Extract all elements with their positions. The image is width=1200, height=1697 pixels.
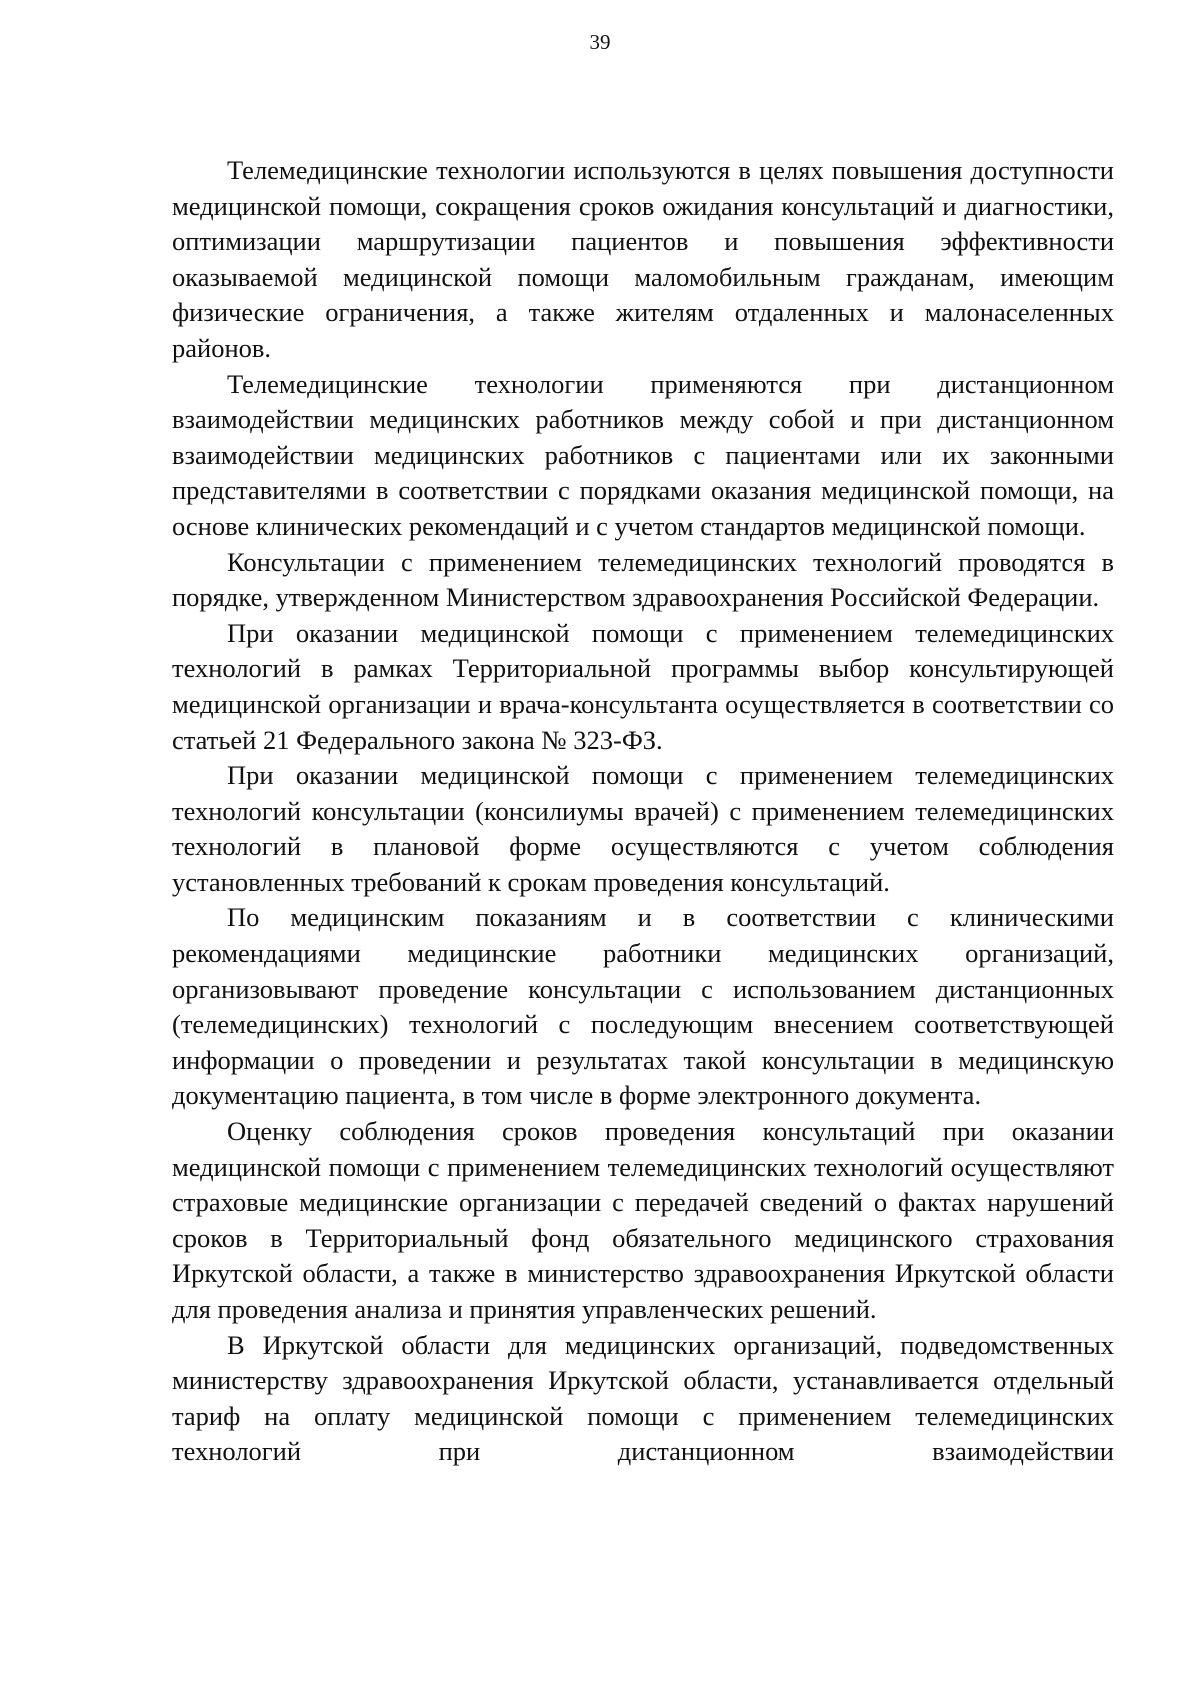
document-body bbox=[172, 153, 1114, 1470]
paragraph-consultation-procedure: Консультации с применением телемедицинских технологий проводятся в порядке, утвержденном Министерством здравоохранения Российской Федерации. bbox=[172, 546, 1114, 613]
paragraph-consultant-choice: При оказании медицинской помощи с применением телемедицинских технологий в рамках Территориальной программы выбор консультирующей медицинской организации и врача-консультанта осуществляется в соответствии со статьей 21 Федерального закона № 323-ФЗ. bbox=[172, 617, 1114, 755]
paragraph-deadline-assessment: Оценку соблюдения сроков проведения консультаций при оказании медицинской помощи с применением телемедицинских технологий осуществляют страховые медицинские организации с передачей сведений о фактах нарушений сроков в Территориальный фонд обязательного медицинского страхования Иркутской области, а также в министерство здравоохранения Иркутской области для проведения анализа и принятия управленческих решений. bbox=[172, 1116, 1114, 1324]
page-number: 39 bbox=[589, 30, 611, 54]
paragraph-tariff: В Иркутской области для медицинских организаций, подведомственных министерству здравоохранения Иркутской области, устанавливается отдельный тариф на оплату медицинской помощи с применением телемедицинских технологий при дистанционном взаимодействии bbox=[172, 1329, 1114, 1467]
paragraph-telemedicine-purpose: Телемедицинские технологии используются в целях повышения доступности медицинской помощи, сокращения сроков ожидания консультаций и диагностики, оптимизации маршрутизации пациентов и повышения эффективности оказываемой медицинской помощи маломобильным гражданам, имеющим физические ограничения, а также жителям отдаленных и малонаселенных районов. bbox=[172, 155, 1114, 363]
paragraph-medical-indications: По медицинским показаниям и в соответствии с клиническими рекомендациями медицинские работники медицинских организаций, организовывают проведение консультации с использованием дистанционных (телемедицинских) технологий с последующим внесением соответствующей информации о проведении и результатах такой консультации в медицинскую документацию пациента, в том числе в форме электронного документа. bbox=[172, 902, 1114, 1111]
paragraph-planned-consultations: При оказании медицинской помощи с применением телемедицинских технологий консультации (консилиумы врачей) с применением телемедицинских технологий в плановой форме осуществляются с учетом соблюдения установленных требований к срокам проведения консультаций. bbox=[172, 760, 1114, 897]
paragraph-telemedicine-application: Телемедицинские технологии применяются при дистанционном взаимодействии медицинских работников между собой и при дистанционном взаимодействии медицинских работников с пациентами или их законными представителями в соответствии с порядками оказания медицинской помощи, на основе клинических рекомендаций и с учетом стандартов медицинской помощи. bbox=[172, 368, 1114, 541]
